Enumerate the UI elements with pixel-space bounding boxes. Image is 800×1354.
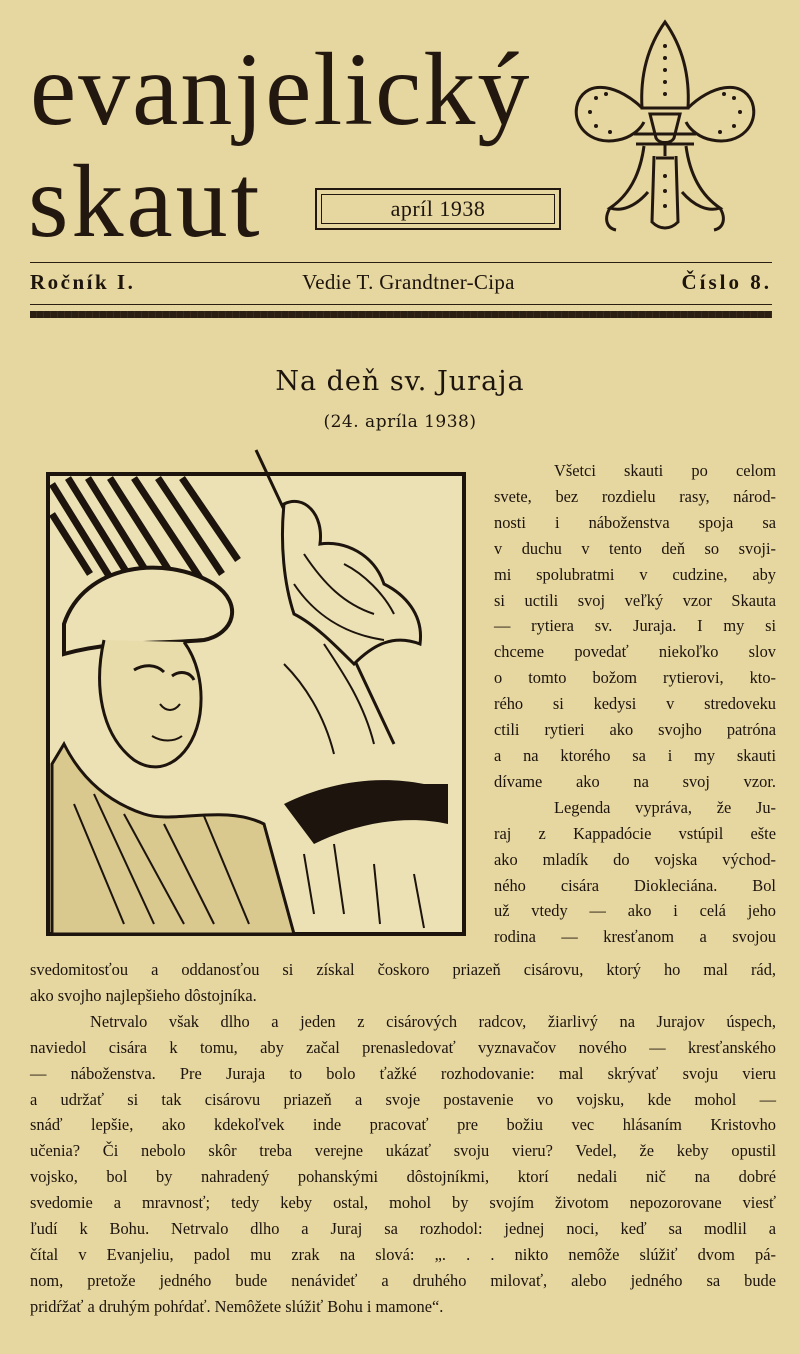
article-body-line: — náboženstva. Pre Juraja to bolo ťažké rozhodovanie: mal skrývať svoju vieru xyxy=(30,1063,776,1083)
article-body-line: ako svojho najlepšieho dôstojníka. xyxy=(30,985,257,1005)
article-column-line: Všetci skauti po celom xyxy=(554,461,776,480)
article-column-line: chceme povedať niekoľko slov xyxy=(494,642,776,662)
article-column-line: — rytiera sv. Juraja. I my si xyxy=(494,616,776,636)
article-column-line: o tomto božom rytierovi, kto- xyxy=(494,668,776,688)
article-column-line: ako mladík do vojska východ- xyxy=(494,849,776,869)
article-column-line: a na ktorého sa i my skauti xyxy=(494,745,776,765)
issue-date: apríl 1938 xyxy=(390,196,486,221)
article-body-line: učenia? Či nebolo skôr treba verejne ukázať svoju vieru? Vedel, že keby opustil xyxy=(30,1141,776,1161)
article-body-line: snáď lepšie, ako kdekoľvek inde pracovať pre božiu vec hlásaním Kristovho xyxy=(30,1115,776,1135)
article-column-line: raj z Kappadócie vstúpil ešte xyxy=(494,823,776,843)
article-column-line: nosti i náboženstva spoja sa xyxy=(494,512,776,532)
article-body-line: a udržať si tak cisárovu priazeň a svoje postavenie vo vojsku, kde mohol — xyxy=(30,1089,776,1109)
article-column-line: Legenda vypráva, že Ju- xyxy=(554,797,776,817)
masthead-meta-row xyxy=(30,270,772,295)
article-body-text xyxy=(30,957,776,1320)
article-column-line: ctili rytieri ako svojho patróna xyxy=(494,720,776,740)
article-body-line: ľudí k Bohu. Netrvalo dlho a Juraj sa rozhodol: jednej noci, keď sa modlil a xyxy=(30,1219,776,1239)
issue-date-box xyxy=(315,188,561,230)
article-title: Na deň sv. Juraja xyxy=(275,366,525,397)
article-body-line: nom, pretože jedného bude nenávideť a druhého milovať, alebo jedného sa bude xyxy=(30,1270,776,1290)
article-body-line: svedomie a mravnosť; tedy keby ostal, mohol by svojím životom nepozorovane viesť xyxy=(30,1193,776,1213)
masthead-rule-top xyxy=(30,262,772,263)
issue-number: Číslo 8. xyxy=(681,270,772,294)
article-column-line: mi spolubratmi v cudzine, aby xyxy=(494,564,776,584)
volume-label: Ročník I. xyxy=(30,270,136,294)
article-body-line: čítal v Evanjeliu, padol mu zrak na slová: „. . . nikto nemôže slúžiť dvom pá- xyxy=(30,1244,776,1264)
article-column-text xyxy=(494,458,776,950)
article-body-line: naviedol cisára k tomu, aby začal prenasledovať vyznavačov nového — kresťanského xyxy=(30,1037,776,1057)
fleur-de-lis-chalice-icon xyxy=(570,16,760,246)
scout-saint-george-woodcut xyxy=(44,444,468,940)
editor-label: Vedie T. Grandtner-Cipa xyxy=(302,270,515,294)
article-column-line: ného cisára Diokleciána. Bol xyxy=(494,875,776,895)
article-date: (24. apríla 1938) xyxy=(323,412,477,432)
masthead-title-line1: evanjelický xyxy=(30,32,532,147)
article-body-line: svedomitosťou a oddanosťou si získal čoskoro priazeň cisárovu, ktorý ho mal rád, xyxy=(30,960,776,979)
masthead-rule-middle xyxy=(30,304,772,305)
masthead-title-line2: skaut xyxy=(28,144,263,259)
article-body-line: Netrvalo však dlho a jeden z cisárových radcov, žiarlivý na Jurajov úspech, xyxy=(90,1011,776,1031)
article-column-line: rodina — kresťanom a svojou xyxy=(494,927,776,947)
article-column-line: dívame ako na svoj vzor. xyxy=(494,771,776,791)
article-column-line: v duchu v tento deň so svoji- xyxy=(494,538,776,558)
article-column-line: svete, bez rozdielu rasy, národ- xyxy=(494,486,776,506)
article-column-line: rého si kedysi v stredoveku xyxy=(494,694,776,714)
masthead-rule-thick xyxy=(30,311,772,318)
article-body-line: pridŕžať a druhým pohŕdať. Nemôžete slúžiť Bohu i mamone“. xyxy=(30,1296,444,1316)
article-column-line: si uctili svoj veľký vzor Skauta xyxy=(494,590,776,610)
article-column-line: už vtedy — ako i celá jeho xyxy=(494,901,776,921)
article-body-line: vojsko, bol by nahradený pohanskými dôstojníkmi, ktorí nedali nič na dobré xyxy=(30,1167,776,1187)
